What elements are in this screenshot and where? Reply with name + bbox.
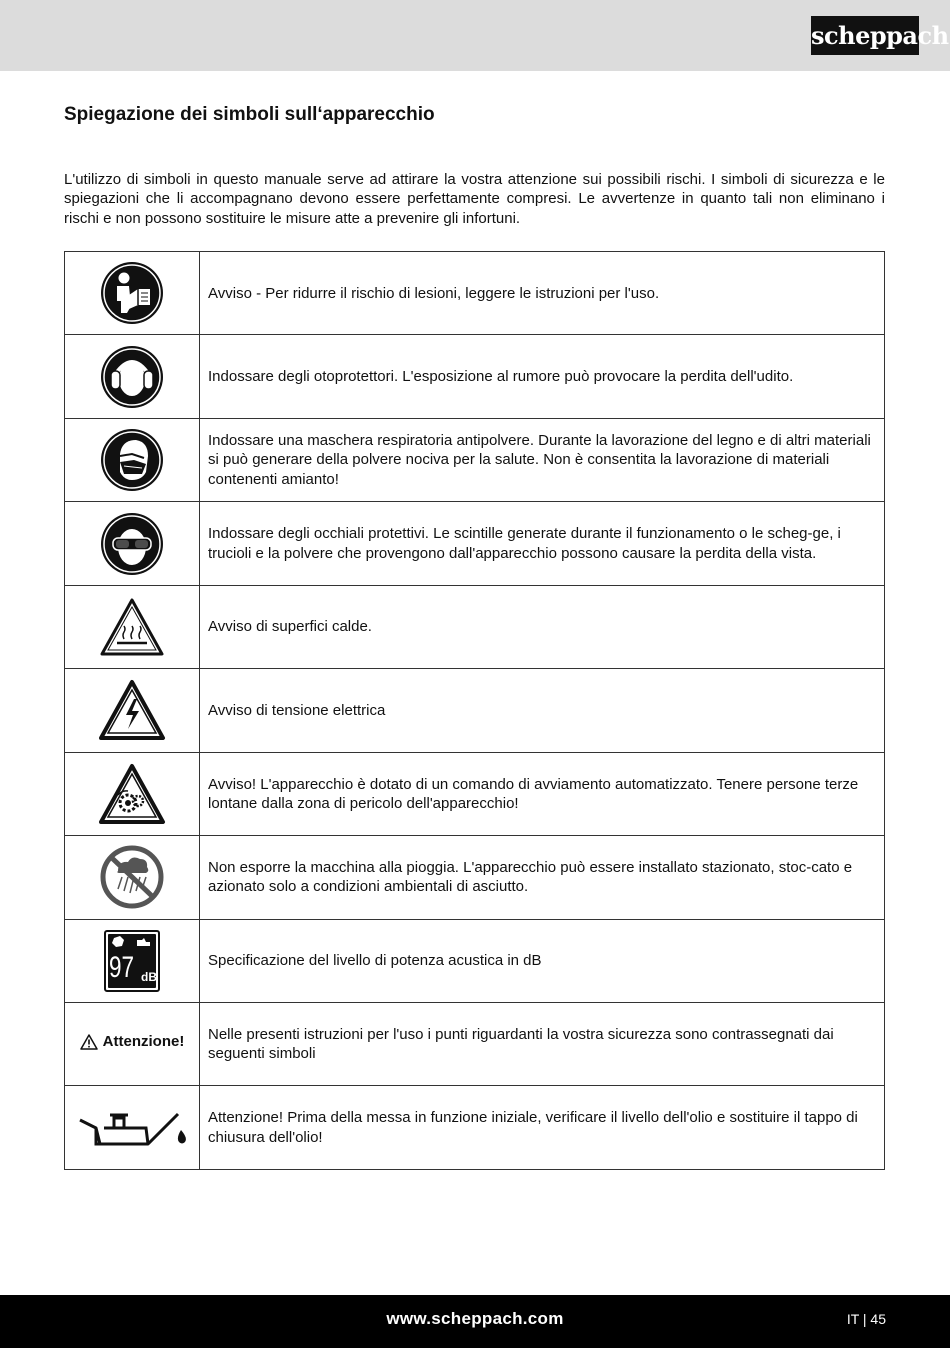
symbols-table [64,251,885,1170]
table-row [65,252,885,335]
table-row [65,418,885,501]
safety-goggles-icon [100,512,164,576]
symbol-description: Avviso - Per ridurre il rischio di lesioni, leggere le istruzioni per l'uso. [200,252,885,335]
symbol-description: Non esporre la macchina alla pioggia. L'apparecchio può essere installato stazionato, stoc-cato e azionato solo a condizioni ambientali di asciutto. [200,836,885,919]
table-row [65,1002,885,1085]
automatic-start-warning-icon [98,763,166,825]
symbol-description: Attenzione! Prima della messa in funzione iniziale, verificare il livello dell'olio e sostituire il tappo di chiusura dell'olio! [200,1086,885,1169]
sound-level-value: 97 [109,950,135,984]
header-band [0,0,950,71]
page-title: Spiegazione dei simboli sull‘apparecchio [64,104,435,125]
table-row [65,502,885,585]
table-row [65,335,885,418]
dust-mask-icon [100,428,164,492]
table-row [65,836,885,919]
symbol-description: Nelle presenti istruzioni per l'uso i punti riguardanti la vostra sicurezza sono contrassegnati dai seguenti simboli [200,1002,885,1085]
no-rain-icon [100,845,164,909]
sound-level-unit: dB [141,969,157,984]
symbol-description: Specificazione del livello di potenza acustica in dB [200,919,885,1002]
page-number: IT | 45 [846,1311,886,1327]
symbol-description: Indossare una maschera respiratoria antipolvere. Durante la lavorazione del legno e di altri materiali si può generare della polvere nociva per la salute. Non è consentita la lavorazione di materiali contenenti amianto! [200,418,885,501]
ear-protection-icon [100,345,164,409]
symbol-description: Indossare degli otoprotettori. L'esposizione al rumore può provocare la perdita dell'udito. [200,335,885,418]
electric-voltage-warning-icon [98,679,166,741]
scheppach-logo: scheppach [811,16,919,55]
symbol-description: Avviso di tensione elettrica [200,669,885,752]
oil-can-icon [78,1104,186,1152]
table-row [65,1086,885,1169]
table-row [65,669,885,752]
hot-surface-warning-icon [99,597,165,657]
symbol-description: Avviso! L'apparecchio è dotato di un comando di avviamento automatizzato. Tenere persone terze lontane dalla zona di pericolo dell'apparecchio! [200,752,885,835]
table-row [65,919,885,1002]
attention-label: Attenzione! [102,1033,185,1051]
website-link[interactable]: www.scheppach.com [386,1309,564,1328]
sound-power-level-icon [104,930,160,992]
table-row [65,585,885,668]
read-manual-icon [100,261,164,325]
intro-paragraph: L'utilizzo di simboli in questo manuale serve ad attirare la vostra attenzione sui possibili rischi. I simboli di sicurezza e le spiegazioni che li accompagnano devono essere perfettamente compresi. Le avvertenze in quanto tali non eliminano i rischi e non possono sostituire le misure atte a prevenire gli infortuni. [64,171,885,227]
warning-triangle-icon [80,1034,98,1050]
symbol-description: Avviso di superfici calde. [200,585,885,668]
table-row [65,752,885,835]
symbol-description: Indossare degli occhiali protettivi. Le scintille generate durante il funzionamento o le scheg-ge, i trucioli e la polvere che provengono dall'apparecchio possono causare la perdita della vista. [200,502,885,585]
